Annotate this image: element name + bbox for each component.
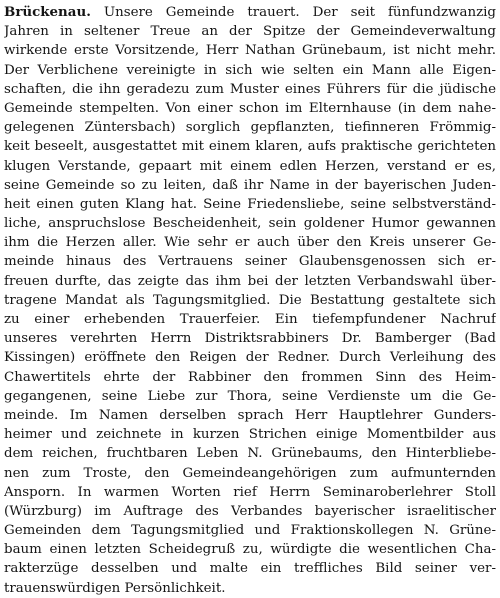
article-line-20: Chawertitels ehrte der Rabbiner den frommen Sinn des Heim- <box>4 369 496 385</box>
article-line-9: klugen Verstande, gepaart mit einem edlen Herzen, verstand er es, <box>4 158 496 174</box>
article-line-14: meinde hinaus des Vertrauens seiner Glaubensgenossen sich er- <box>4 254 496 270</box>
article-line-31: trauenswürdigen Persönlichkeit. <box>4 580 226 596</box>
article-line-4: Der Verblichene vereinigte in sich wie selten ein Mann alle Eigen- <box>4 62 496 78</box>
article-line-12: liche, anspruchslose Bescheidenheit, sein goldener Humor gewannen <box>4 216 496 232</box>
article-line-11: heit einen guten Klang hat. Seine Friedensliebe, seine selbstverständ- <box>4 196 496 212</box>
article-line-24: dem reichen, fruchtbaren Leben N. Grünebaums, den Hinterbliebe- <box>4 446 496 462</box>
article-line-25: nen zum Troste, den Gemeindeangehörigen zum aufmunternden <box>4 465 496 481</box>
article-line-5: schaften, die ihn geradezu zum Muster eines Führers für die jüdische <box>4 81 496 97</box>
article-line-29: baum einen letzten Scheidegruß zu, würdigte die wesentlichen Cha- <box>4 542 496 558</box>
article-line-15: freuen durfte, das zeigte das ihm bei der letzten Verbandswahl über- <box>4 273 496 289</box>
article-line-30: rakterzüge desselben und malte ein treffliches Bild seiner ver- <box>4 561 496 577</box>
article-line-16: tragene Mandat als Tagungsmitglied. Die Bestattung gestaltete sich <box>4 292 496 308</box>
article-line-18: unseres verehrten Herrn Distriktsrabbiners Dr. Bamberger (Bad <box>4 331 496 347</box>
article-line-27: (Würzburg) im Auftrage des Verbandes bayerischer israelitischer <box>4 503 496 519</box>
article-line-17: zu einer erhebenden Trauerfeier. Ein tiefempfundener Nachruf <box>4 312 496 327</box>
article-line-21: gegangenen, seine Liebe zur Thora, seine Verdienste um die Ge- <box>4 388 496 404</box>
article-line-22: meinde. Im Namen derselben sprach Herr Hauptlehrer Gunders- <box>4 407 496 423</box>
article-line-6: Gemeinde stempelten. Von einer schon im Elternhause (in dem nahe- <box>4 100 496 116</box>
article-line-8: keit beseelt, ausgestattet mit einem klaren, aufs praktische gerichteten <box>4 139 496 155</box>
article-line-19: Kissingen) eröffnete den Reigen der Redner. Durch Verleihung des <box>4 350 496 366</box>
newspaper-article <box>4 3 496 598</box>
article-line-13: ihm die Herzen aller. Wie sehr er auch über den Kreis unserer Ge- <box>4 235 496 251</box>
article-line-2: Jahren in seltener Treue an der Spitze der Gemeindeverwaltung <box>4 24 496 40</box>
article-line-28: Gemeinden dem Tagungsmitglied und Fraktionskollegen N. Grüne- <box>4 523 496 539</box>
place-heading: Brückenau. <box>4 4 91 20</box>
article-line-26: Ansporn. In warmen Worten rief Herrn Seminaroberlehrer Stoll <box>4 484 496 500</box>
article-line-1-text: Unsere Gemeinde trauert. Der seit fünfundzwanzig <box>103 5 496 20</box>
article-line-3: wirkende erste Vorsitzende, Herr Nathan Grünebaum, ist nicht mehr. <box>4 43 496 59</box>
article-line-7: gelegenen Züntersbach) sorglich gepflanzten, tiefinneren Frömmig- <box>4 120 496 136</box>
article-line-10: seine Gemeinde so zu leiten, daß ihr Name in der bayerischen Juden- <box>4 177 496 193</box>
article-line-23: heimer und zeichnete in kurzen Strichen einige Momentbilder aus <box>4 427 496 443</box>
article-line-1 <box>4 3 496 22</box>
